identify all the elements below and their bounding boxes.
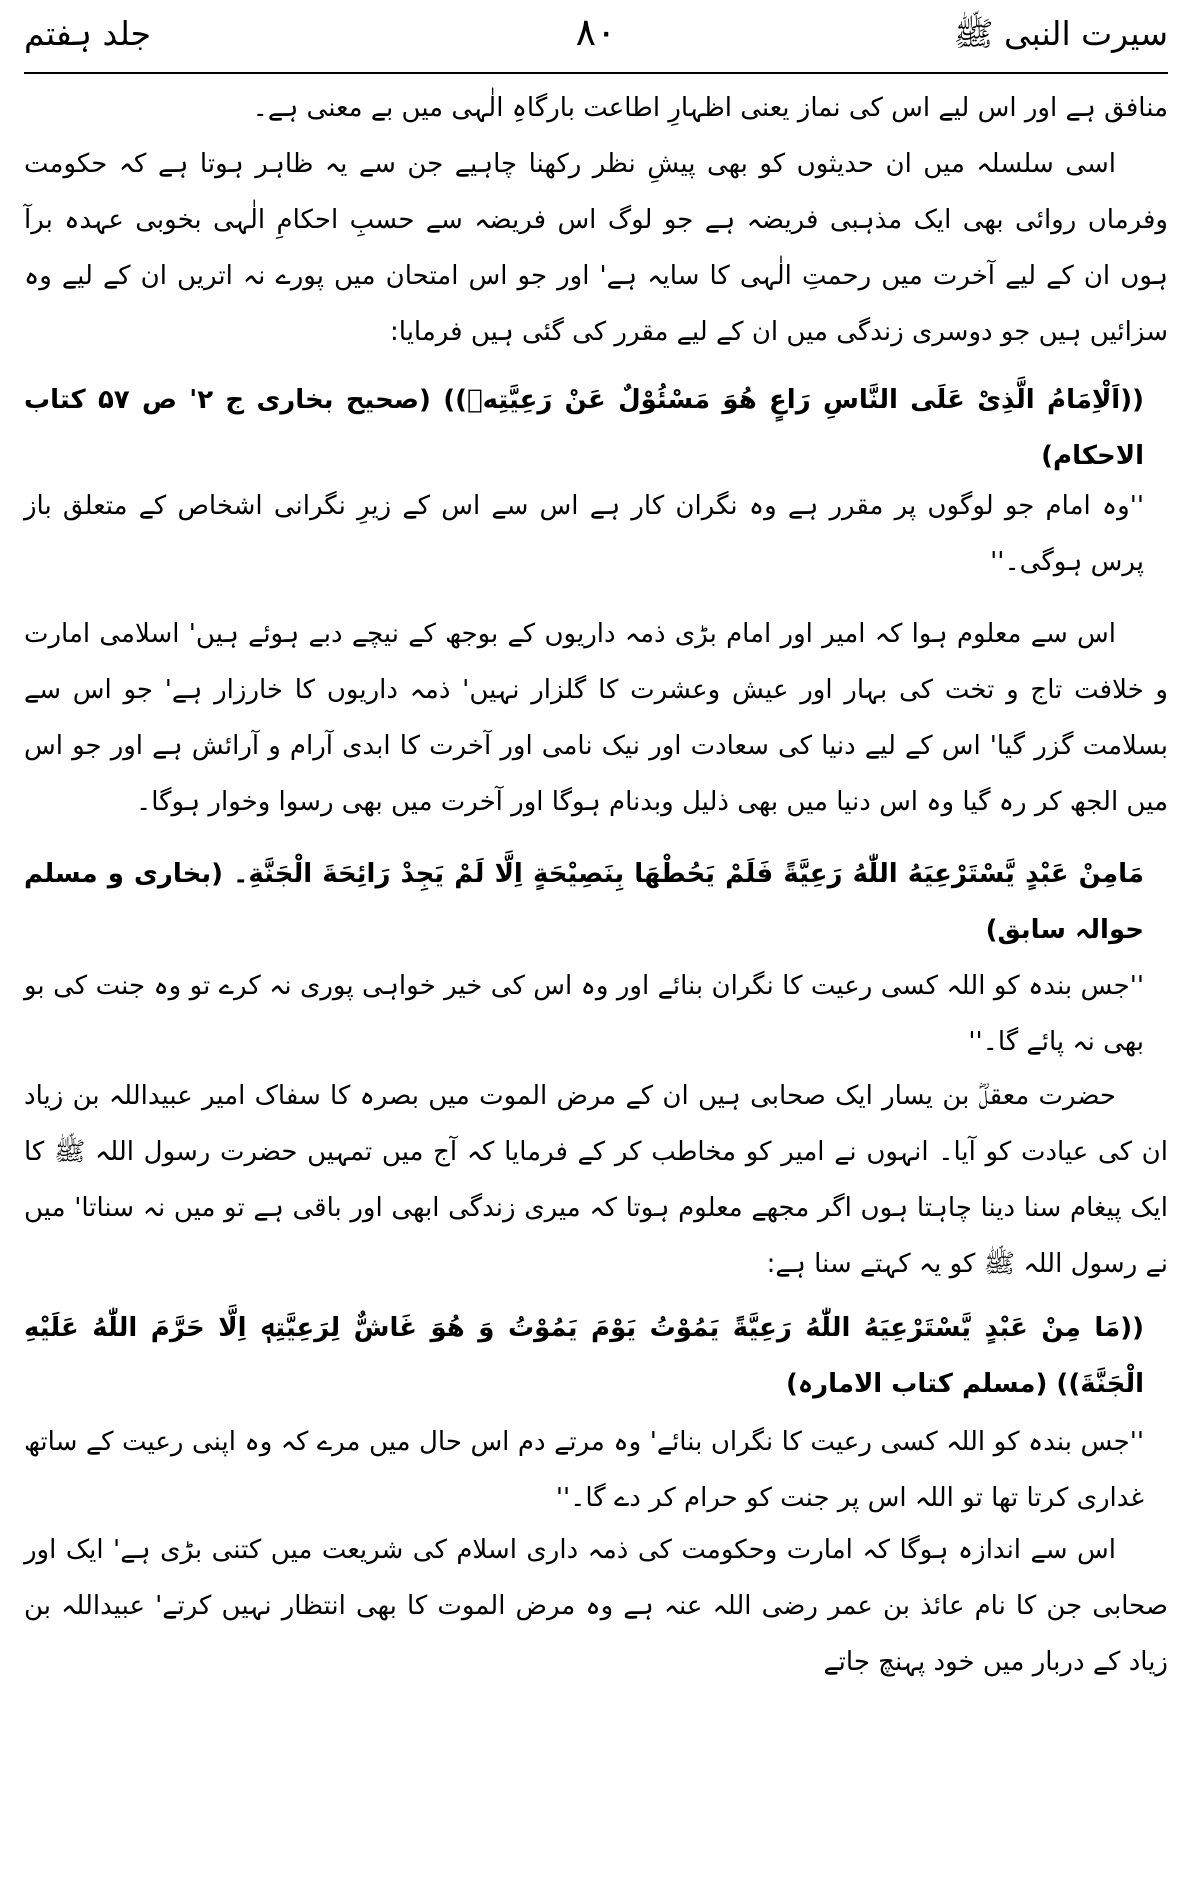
translation-2: ''جس بندہ کو اللہ کسی رعیت کا نگران بنائے اور وہ اس کی خیر خواہی پوری نہ کرے تو وہ جنت کی بو بھی نہ پائے گا۔'': [24, 971, 1144, 1057]
hadith-1: ((اَلْاِمَامُ الَّذِیْ عَلَی النَّاسِ رَاعٍ هُوَ مَسْئُوْلٌ عَنْ رَعِیَّتِهٖ)) (صحیح بخاری ج ۲' ص ۵۷ کتاب الاحکام): [24, 385, 1144, 471]
hadith-2: مَامِنْ عَبْدٍ یَّسْتَرْعِیَهُ اللّٰهُ رَعِیَّةً فَلَمْ یَحُطْهَا بِنَصِیْحَةٍ اِلَّا لَمْ یَجِدْ رَائِحَةَ الْجَنَّةِ۔ (بخاری و مسلم حوالہ سابق): [24, 859, 1144, 945]
paragraph-4: حضرت معقلؓ بن یسار ایک صحابی ہیں ان کے مرض الموت میں بصرہ کا سفاک امیر عبیداللہ بن زیاد ان کی عیادت کو آیا۔ انہوں نے امیر کو مخاطب کر کے فرمایا کہ آج میں تمہیں حضرت رسول اللہ ﷺ کا ایک پیغام سنا دینا چاہتا ہوں اگر مجھے معلوم ہوتا کہ میری زندگی ابھی اور باقی ہے تو میں نہ سناتا' میں نے رسول اللہ ﷺ کو یہ کہتے سنا ہے:: [24, 1081, 1168, 1279]
header-divider: [24, 72, 1168, 74]
translation-3: ''جس بندہ کو اللہ کسی رعیت کا نگراں بنائے' وہ مرتے دم اس حال میں مرے کہ وہ اپنی رعیت کے ساتھ غداری کرتا تھا تو اللہ اس پر جنت کو حرام کر دے گا۔'': [24, 1427, 1144, 1513]
paragraph-2: اسی سلسلہ میں ان حدیثوں کو بھی پیشِ نظر رکھنا چاہیے جن سے یہ ظاہر ہوتا ہے کہ حکومت وفرماں روائی بھی ایک مذہبی فریضہ ہے جو لوگ اس فریضہ سے حسبِ احکامِ الٰہی بخوبی عہدہ برآ ہوں ان کے لیے آخرت میں رحمتِ الٰہی کا سایہ ہے' اور جو اس امتحان میں پورے نہ اتریں ان کے لیے وہ سزائیں ہیں جو دوسری زندگی میں ان کے لیے مقرر کی گئی ہیں فرمایا:: [24, 149, 1168, 347]
page-number: ۸۰: [575, 10, 617, 54]
book-title: سیرت النبی ﷺ: [953, 14, 1168, 53]
paragraph-3: اس سے معلوم ہوا کہ امیر اور امام بڑی ذمہ داریوں کے بوجھ کے نیچے دبے ہوئے ہیں' اسلامی امارت و خلافت تاج و تخت کی بہار اور عیش وعشرت کا گلزار نہیں' ذمہ داریوں کا خارزار ہے' جو اس سے بسلامت گزر گیا' اس کے لیے دنیا کی سعادت اور نیک نامی اور آخرت کا ابدی آرام و آرائش ہے اور جو اس میں الجھ کر رہ گیا وہ اس دنیا میں بھی ذلیل وبدنام ہوگا اور آخرت میں بھی رسوا وخوار ہوگا۔: [24, 619, 1168, 817]
volume-label: جلد ہفتم: [24, 14, 152, 53]
paragraph-5: اس سے اندازہ ہوگا کہ امارت وحکومت کی ذمہ داری اسلام کی شریعت میں کتنی بڑی ہے' ایک اور صحابی جن کا نام عائذ بن عمر رضی اللہ عنہ ہے وہ مرض الموت کا بھی انتظار نہیں کرتے' عبیداللہ بن زیاد کے دربار میں خود پہنچ جاتے: [24, 1535, 1168, 1677]
paragraph-1: منافق ہے اور اس لیے اس کی نماز یعنی اظہارِ اطاعت بارگاہِ الٰہی میں بے معنی ہے۔: [252, 93, 1168, 123]
hadith-3: ((مَا مِنْ عَبْدٍ یَّسْتَرْعِیَهُ اللّٰهُ رَعِیَّةً یَمُوْتُ یَوْمَ یَمُوْتُ وَ هُوَ غَاشٌّ لِرَعِیَّتِهٖ اِلَّا حَرَّمَ اللّٰهُ عَلَیْهِ الْجَنَّةَ)) (مسلم کتاب الامارہ): [24, 1313, 1144, 1399]
translation-1: ''وہ امام جو لوگوں پر مقرر ہے وہ نگران کار ہے اس سے اس کے زیرِ نگرانی اشخاص کے متعلق باز پرس ہوگی۔'': [24, 491, 1144, 577]
page-body: [24, 80, 1168, 1880]
running-header: [24, 8, 1168, 72]
